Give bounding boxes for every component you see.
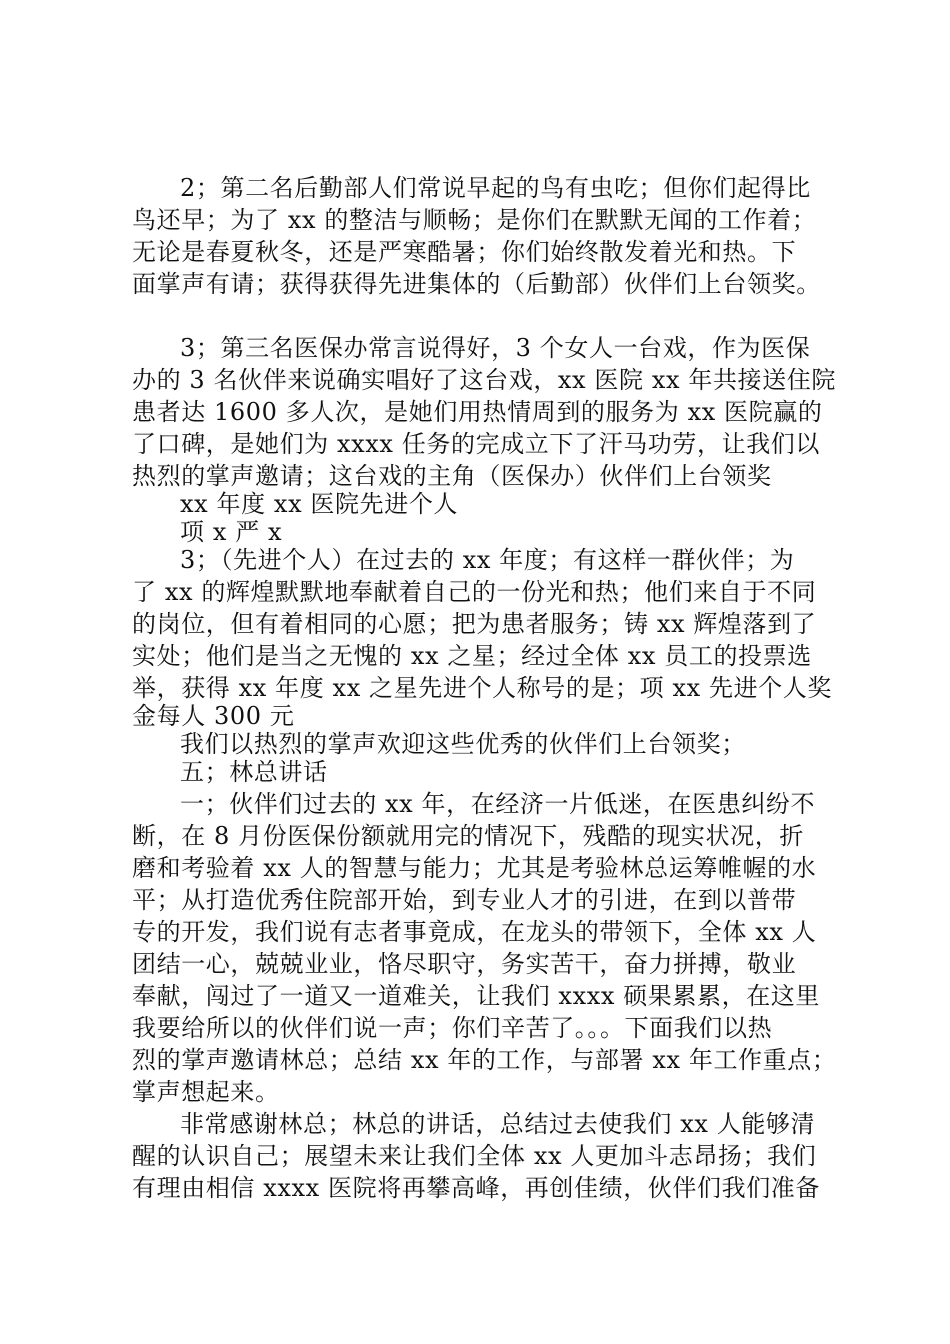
paragraph-individual-line-4: 实处；他们是当之无愧的 xx 之星；经过全体 xx 员工的投票选 bbox=[132, 642, 812, 670]
paragraph-logistics-line-4: 面掌声有请；获得获得先进集体的（后勤部）伙伴们上台领奖。 bbox=[132, 270, 821, 298]
paragraph-speech-line-5: 专的开发，我们说有志者事竟成，在龙头的带领下，全体 xx 人 bbox=[132, 918, 817, 946]
paragraph-insurance-line-5: 热烈的掌声邀请；这台戏的主角（医保办）伙伴们上台领奖 bbox=[132, 462, 772, 490]
paragraph-insurance-line-1: 3；第三名医保办常言说得好，3 个女人一台戏，作为医保 bbox=[180, 334, 811, 362]
paragraph-speech-line-8: 我要给所以的伙伴们说一声；你们辛苦了。。。下面我们以热 bbox=[132, 1014, 773, 1042]
paragraph-logistics-line-2: 鸟还早；为了 xx 的整洁与顺畅；是你们在默默无闻的工作着； bbox=[132, 206, 817, 234]
paragraph-insurance-line-4: 了口碑，是她们为 xxxx 任务的完成立下了汗马功劳，让我们以 bbox=[132, 430, 820, 458]
paragraph-speech-line-10: 掌声想起来。 bbox=[132, 1078, 280, 1106]
paragraph-speech-line-6: 团结一心，兢兢业业，恪尽职守，务实苦干，奋力拼搏，敬业 bbox=[132, 950, 797, 978]
paragraph-speech-line-2: 断，在 8 月份医保份额就用完的情况下，残酷的现实状况，折 bbox=[132, 822, 804, 850]
paragraph-welcome: 我们以热烈的掌声欢迎这些优秀的伙伴们上台领奖； bbox=[180, 730, 746, 758]
paragraph-individual-line-1: 3；（先进个人）在过去的 xx 年度；有这样一群伙伴；为 bbox=[180, 546, 795, 574]
paragraph-individual-line-6: 金每人 300 元 bbox=[132, 702, 295, 730]
paragraph-thanks-line-2: 醒的认识自己；展望未来让我们全体 xx 人更加斗志昂扬；我们 bbox=[132, 1142, 817, 1170]
paragraph-speech-line-9: 烈的掌声邀请林总；总结 xx 年的工作，与部署 xx 年工作重点； bbox=[132, 1046, 837, 1074]
paragraph-logistics-line-3: 无论是春夏秋冬，还是严寒酷暑；你们始终散发着光和热。下 bbox=[132, 238, 797, 266]
paragraph-logistics-line-1: 2；第二名后勤部人们常说早起的鸟有虫吃；但你们起得比 bbox=[180, 174, 811, 202]
paragraph-individual-line-2: 了 xx 的辉煌默默地奉献着自己的一份光和热；他们来自于不同 bbox=[132, 578, 817, 606]
paragraph-speech-line-4: 平；从打造优秀住院部开始，到专业人才的引进，在到以普带 bbox=[132, 886, 797, 914]
heading-advanced-individual: xx 年度 xx 医院先进个人 bbox=[180, 490, 459, 518]
paragraph-speech-line-1: 一；伙伴们过去的 xx 年，在经济一片低迷，在医患纠纷不 bbox=[180, 790, 816, 818]
paragraph-thanks-line-1: 非常感谢林总；林总的讲话，总结过去使我们 xx 人能够清 bbox=[180, 1110, 816, 1138]
paragraph-individual-line-5: 举，获得 xx 年度 xx 之星先进个人称号的是；项 xx 先进个人奖 bbox=[132, 674, 832, 702]
paragraph-speech-line-7: 奉献，闯过了一道又一道难关，让我们 xxxx 硕果累累，在这里 bbox=[132, 982, 820, 1010]
paragraph-speech-line-3: 磨和考验着 xx 人的智慧与能力；尤其是考验林总运筹帷幄的水 bbox=[132, 854, 817, 882]
paragraph-insurance-line-3: 患者达 1600 多人次，是她们用热情周到的服务为 xx 医院赢的 bbox=[132, 398, 823, 426]
paragraph-insurance-line-2: 办的 3 名伙伴来说确实唱好了这台戏，xx 医院 xx 年共接送住院 bbox=[132, 366, 836, 394]
paragraph-thanks-line-3: 有理由相信 xxxx 医院将再攀高峰，再创佳绩，伙伴们我们准备 bbox=[132, 1174, 820, 1202]
paragraph-individual-line-3: 的岗位，但有着相同的心愿；把为患者服务；铸 xx 辉煌落到了 bbox=[132, 610, 817, 638]
award-names: 项 x 严 x bbox=[180, 518, 283, 546]
section-heading-speech: 五；林总讲话 bbox=[180, 758, 328, 786]
